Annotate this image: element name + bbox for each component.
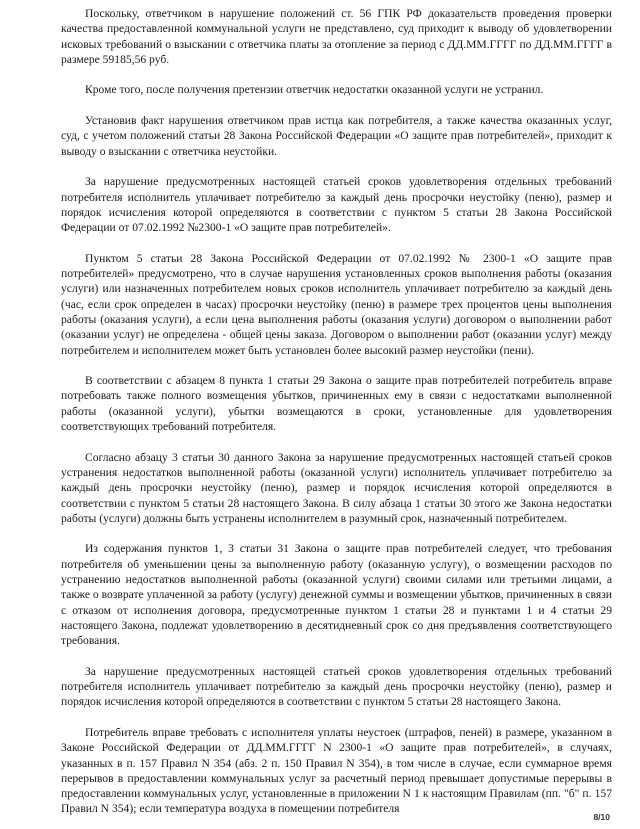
paragraph-claim-not-resolved: Кроме того, после получения претензии ответчик недостатки оказанной услуги не устранил. — [85, 83, 544, 97]
paragraph-penalty-rule: За нарушение предусмотренных настоящей статьей сроков удовлетворения отдельных требований потребителя исполнитель уплачивает потребителю за каждый день просрочки неустойку (пеню), размер и порядок исчисления которой определяются в соответствии с пунктом 5 статьи 28 Закона Российской Федерации от 07.02.1992 №2300-1 «О защите прав потребителей». — [61, 175, 612, 235]
paragraph-article-28-clause-5: Пунктом 5 статьи 28 Закона Российской Федерации от 07.02.1992 № 2300-1 «О защите прав потребителей» предусмотрено, что в случае нарушения установленных сроков выполнения работы (оказания услуги) или назначенных потребителем новых сроков исполнитель уплачивает потребителю за каждый день (час, если срок определен в часах) просрочки неустойку (пеню) в размере трех процентов цены выполнения работы (оказания услуги), а если цена выполнения работы (оказания услуги) договором о выполнении работ (оказании услуг) не определена - общей цены заказа. Договором о выполнении работ (оказании услуг) между потребителем и исполнителем может быть установлен более высокий размер неустойки (пени). — [61, 251, 612, 357]
paragraph-penalty-conclusion: Установив факт нарушения ответчиком прав истца как потребителя, а также качества оказанных услуг, суд, с учетом положений статьи 28 Закона Российской Федерации «О защите прав потребителей», приходит к выводу о взыскании с ответчика неустойки. — [61, 114, 612, 158]
paragraph-consumer-rights: Потребитель вправе требовать с исполнителя уплаты неустоек (штрафов, пеней) в размере, указанном в Законе Российской Федерации от ДД.ММ.ГГГГ N 2300-1 «О защите прав потребителей», в случаях, указанных в п. 157 Правил N 354 (абз. 2 п. 150 Правил N 354), в том числе в случае, если суммарное время перерывов в предоставлении коммунальных услуг за расчетный период превышает допустимые перерывы в предоставлении коммунальных услуг, установленные в приложении N 1 к настоящим Правилам (пп. "б" п. 157 Правил N 354); если температура воздуха в помещении потребителя — [61, 725, 612, 816]
paragraph-article-31: Из содержания пунктов 1, 3 статьи 31 Закона о защите прав потребителей следует, что требования потребителя об уменьшении цены за выполненную работу (оказанную услугу), о возмещении расходов по устранению недостатков выполненной работы (оказанной услуги) своими силами или третьими лицами, а также о возврате уплаченной за работу (услугу) денежной суммы и возмещении убытков, причиненных в связи с отказом от исполнения договора, предусмотренные пунктом 1 статьи 28 и пунктами 1 и 4 статьи 29 настоящего Закона, подлежат удовлетворению в десятидневный срок со дня предъявления соответствующего требования. — [61, 542, 612, 648]
page-number: 8/10 — [593, 811, 610, 822]
paragraph-article-29: В соответствии с абзацем 8 пункта 1 статьи 29 Закона о защите прав потребителей потребитель вправе потребовать также полного возмещения убытков, причиненных ему в связи с недостатками выполненной работы (оказанной услуги), убытки возмещаются в сроки, установленные для удовлетворения соответствующих требований потребителя. — [61, 374, 612, 434]
paragraph-penalty-rule-repeat: За нарушение предусмотренных настоящей статьей сроков удовлетворения отдельных требований потребителя исполнитель уплачивает потребителю за каждый день просрочки неустойку (пеню), размер и порядок исчисления которой определяются в соответствии с пунктом 5 статьи 28 настоящего Закона. — [61, 664, 612, 709]
paragraph-evidence-conclusion: Поскольку, ответчиком в нарушение положений ст. 56 ГПК РФ доказательств проведения проверки качества предоставленной коммунальной услуги не представлено, суд приходит к выводу об удовлетворении исковых требований о взыскании с ответчика платы за отопление за период с ДД.ММ.ГГГГ по ДД.ММ.ГГГГ в размере 59185,56 руб. — [61, 7, 612, 66]
paragraph-article-30: Согласно абзацу 3 статьи 30 данного Закона за нарушение предусмотренных настоящей статьей сроков устранения недостатков выполненной работы (оказанной услуги) исполнитель уплачивает потребителю за каждый день просрочки неустойку (пеню), размер и порядок исчисления которой определяются в соответствии с пунктом 5 статьи 28 настоящего Закона. В силу абзаца 1 статьи 30 этого же Закона недостатки работы (услуги) должны быть устранены исполнителем в разумный срок, назначенный потребителем. — [61, 450, 612, 525]
